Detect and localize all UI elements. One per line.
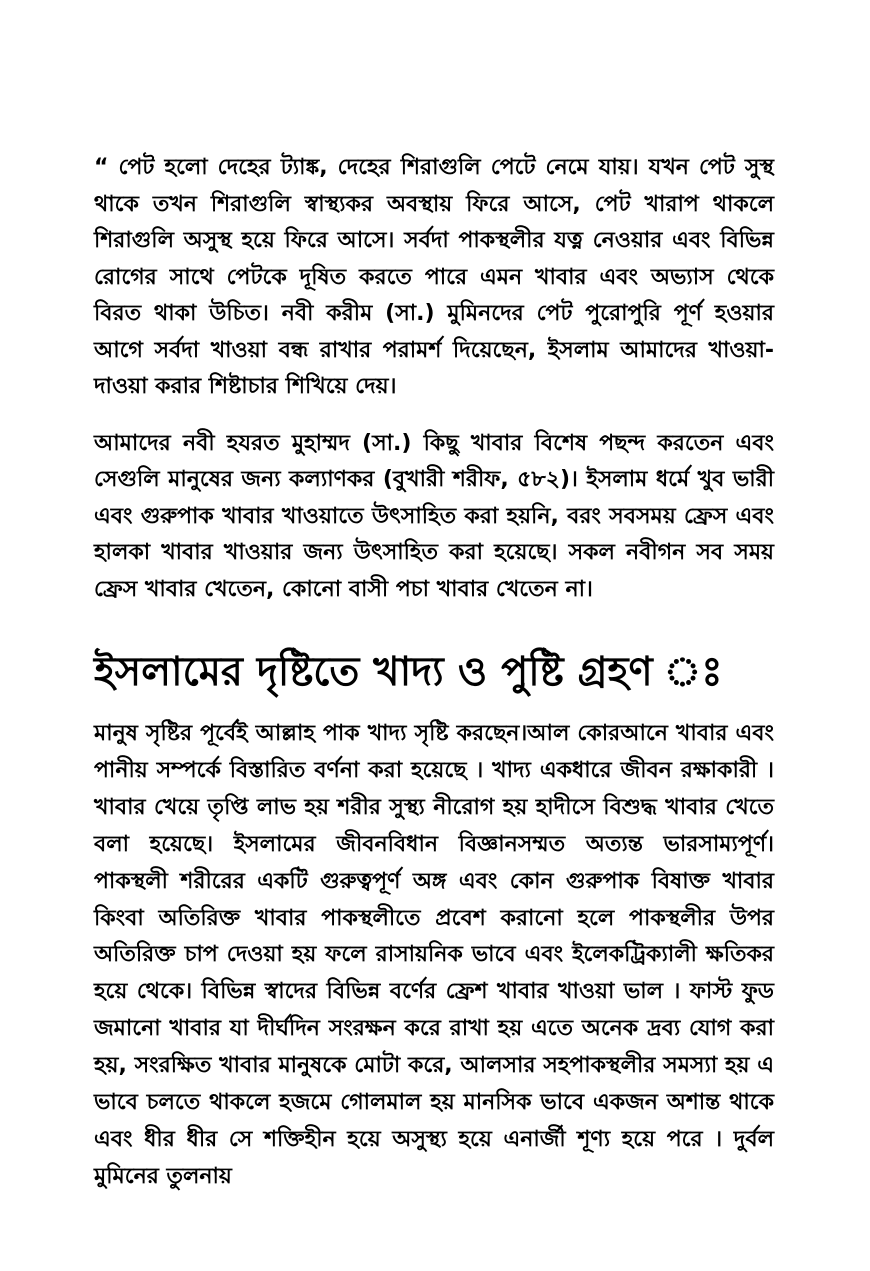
section-heading: ইসলামের দৃষ্টিতে খাদ্য ও পুষ্টি গ্রহণ ঃ xyxy=(94,649,723,695)
paragraph-food-nutrition: মানুষ সৃষ্টির পূর্বেই আল্লাহ পাক খাদ্য সৃষ্টি করছেন।আল কোরআনে খাবার এবং পানীয় সম্পর্কে বিস্তারিত বর্ণনা করা হয়েছে । খাদ্য একধারে জীবন রক্ষাকারী । খাবার খেয়ে তৃপ্তি লাভ হয় শরীর সুস্থ্য নীরোগ হয় হাদীসে বিশুদ্ধ খাবার খেতে বলা হয়েছে। ইসলামের জীবনবিধান বিজ্ঞানসম্মত অত্যন্ত ভারসাম্যপূর্ণ। পাকস্থলী শরীরের একটি গুরুত্বপূর্ণ অঙ্গ এবং কোন গুরুপাক বিষাক্ত খাবার কিংবা অতিরিক্ত খাবার পাকস্থলীতে প্রবেশ করানো হলে পাকস্থলীর উপর অতিরিক্ত চাপ দেওয়া হয় ফলে রাসায়নিক ভাবে এবং ইলেকট্রিক্যালী ক্ষতিকর হয়ে থেকে। বিভিন্ন স্বাদের বিভিন্ন বর্ণের ফ্রেশ খাবার খাওয়া ভাল । ফাস্ট ফুড জমানো খাবার যা দীর্ঘদিন সংরক্ষন করে রাখা হয় এতে অনেক দ্রব্য যোগ করা হয়, সংরক্ষিত খাবার মানুষকে মোটা করে, আলসার সহপাকস্থলীর সমস্যা হয় এ ভাবে চলতে থাকলে হজমে গোলমাল হয় মানসিক ভাবে একজন অশান্ত থাকে এবং ধীর ধীর সে শক্তিহীন হয়ে অসুস্থ্য হয়ে এনার্জী শূণ্য হয়ে পরে । দুর্বল মুমিনের তুলনায় xyxy=(94,721,774,1189)
paragraph-stomach-health: “ পেট হলো দেহের ট্যাঙ্ক, দেহের শিরাগুলি পেটে নেমে যায়। যখন পেট সুস্থ থাকে তখন শিরাগুলি স্বাস্থ্যকর অবস্থায় ফিরে আসে, পেট খারাপ থাকলে শিরাগুলি অসুস্থ হয়ে ফিরে আসে। সর্বদা পাকস্থলীর যত্ন নেওয়ার এবং বিভিন্ন রোগের সাথে পেটকে দূষিত করতে পারে এমন খাবার এবং অভ্যাস থেকে বিরত থাকা উচিত। নবী করীম (সা.) মুমিনদের পেট পুরোপুরি পূর্ণ হওয়ার আগে সর্বদা খাওয়া বন্ধ রাখার পরামর্শ দিয়েছেন, ইসলাম আমাদের খাওয়া-দাওয়া করার শিষ্টাচার শিখিয়ে দেয়। xyxy=(94,155,774,399)
paragraph-prophet-food: আমাদের নবী হযরত মুহাম্মদ (সা.) কিছু খাবার বিশেষ পছন্দ করতেন এবং সেগুলি মানুষের জন্য কল্যাণকর (বুখারী শরীফ, ৫৮২)। ইসলাম ধর্মে খুব ভারী এবং গুরুপাক খাবার খাওয়াতে উৎসাহিত করা হয়নি, বরং সবসময় ফ্রেস এবং হালকা খাবার খাওয়ার জন্য উৎসাহিত করা হয়েছে। সকল নবীগন সব সময় ফ্রেস খাবার খেতেন, কোনো বাসী পচা খাবার খেতেন না। xyxy=(94,430,774,602)
page-content xyxy=(94,150,774,1196)
